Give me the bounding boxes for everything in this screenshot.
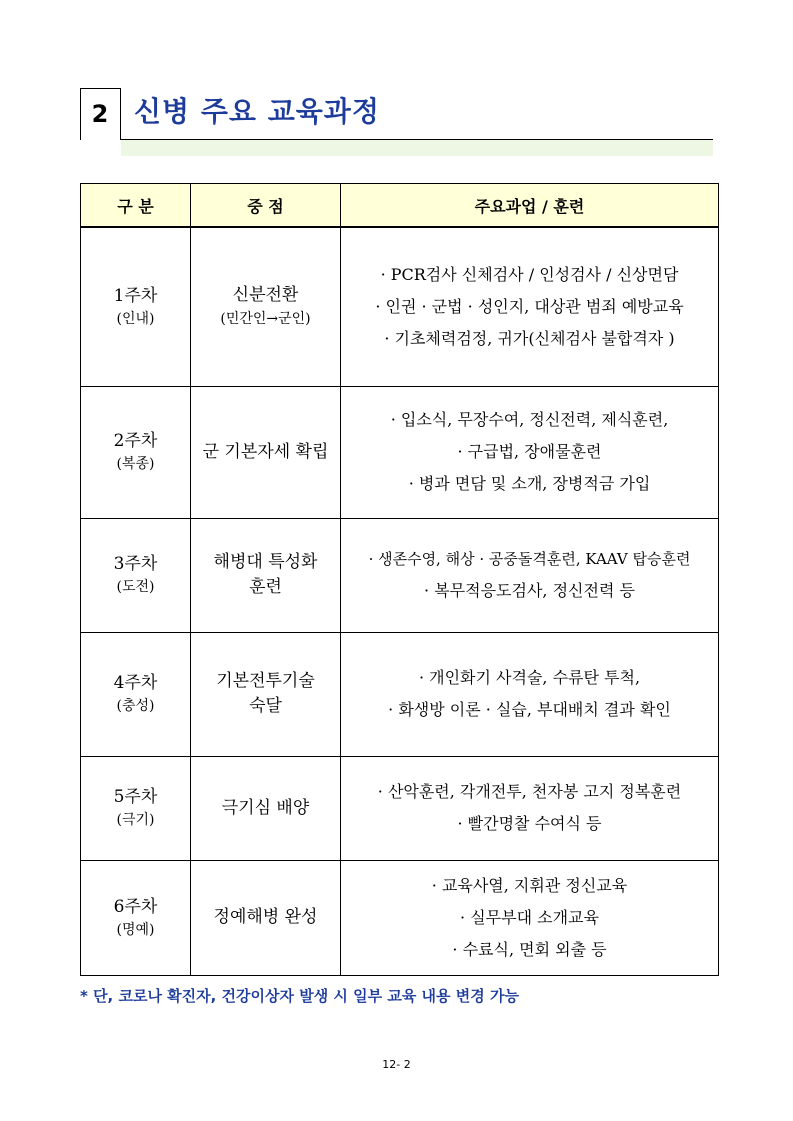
week-theme: (명예) (116, 921, 155, 938)
week-label: 1주차 (113, 285, 158, 306)
section-number: 2 (91, 100, 109, 128)
courses-cell (341, 518, 719, 632)
focus-label: 정예해병 완성 (213, 907, 318, 927)
table-header-row (81, 184, 719, 228)
table-row (81, 227, 719, 386)
course-item: · 입소식, 무장수여, 정신전력, 제식훈련, (390, 410, 669, 429)
courses-cell (341, 860, 719, 975)
courses-cell (341, 756, 719, 860)
focus-cell (191, 632, 341, 756)
course-item: · 개인화기 사격술, 수류탄 투척, (418, 668, 641, 687)
focus-label: 신분전환 (232, 285, 299, 306)
training-schedule-table (80, 183, 719, 976)
week-cell (81, 227, 191, 386)
focus-label: 기본전투기술 숙달 (216, 671, 315, 716)
course-item: · 생존수영, 해상 · 공중돌격훈련, KAAV 탑승훈련 (368, 550, 691, 568)
week-label: 6주차 (113, 896, 158, 917)
course-item: · 복무적응도검사, 정신전력 등 (424, 581, 635, 600)
table-row (81, 386, 719, 518)
section-number-border-top (80, 88, 120, 89)
course-item: · 빨간명찰 수여식 등 (457, 814, 602, 833)
week-theme: (도전) (116, 579, 155, 595)
week-theme: (복종) (116, 456, 155, 472)
focus-cell (191, 227, 341, 386)
course-item: · 병과 면담 및 소개, 장병적금 가입 (408, 474, 651, 493)
section-number-border-right (120, 88, 121, 140)
courses-cell (341, 386, 719, 518)
table-row (81, 860, 719, 975)
week-cell (81, 632, 191, 756)
course-item: · 수료식, 면회 외출 등 (452, 939, 607, 959)
week-label: 2주차 (113, 431, 158, 451)
week-theme: (충성) (116, 698, 155, 714)
focus-note: (민간인→군인) (220, 311, 311, 328)
week-theme: (인내) (116, 310, 155, 327)
footnote: * 단, 코로나 확진자, 건강이상자 발생 시 일부 교육 내용 변경 가능 (80, 987, 519, 1005)
course-item: · 구급법, 장애물훈련 (457, 442, 602, 461)
week-label: 5주차 (113, 787, 158, 807)
table-row (81, 632, 719, 756)
week-theme: (극기) (116, 812, 155, 828)
course-item: · 산악훈련, 각개전투, 천자봉 고지 정복훈련 (377, 782, 682, 801)
header-division: 구 분 (81, 184, 191, 228)
week-cell (81, 518, 191, 632)
course-item: · 교육사열, 지휘관 정신교육 (431, 875, 628, 895)
course-item: · 화생방 이론 · 실습, 부대배치 결과 확인 (388, 700, 671, 719)
header-focus: 중 점 (191, 184, 341, 228)
table-row (81, 756, 719, 860)
courses-cell (341, 227, 719, 386)
page-number: 12- 2 (382, 1058, 411, 1071)
focus-label: 극기심 배양 (221, 797, 310, 818)
week-cell (81, 860, 191, 975)
focus-cell (191, 860, 341, 975)
table-row (81, 518, 719, 632)
focus-cell (191, 756, 341, 860)
week-cell (81, 756, 191, 860)
focus-label: 군 기본자세 확립 (202, 441, 329, 462)
week-label: 3주차 (113, 554, 158, 574)
course-item: · 기초체력검정, 귀가(신체검사 불합격자 ) (384, 328, 675, 348)
focus-label: 해병대 특성화 훈련 (213, 552, 318, 597)
course-item: · 실무부대 소개교육 (460, 907, 599, 927)
header-tasks: 주요과업 / 훈련 (341, 184, 719, 228)
section-title: 신병 주요 교육과정 (134, 95, 380, 128)
week-cell (81, 386, 191, 518)
courses-cell (341, 632, 719, 756)
focus-cell (191, 518, 341, 632)
course-item: · 인권 · 군법 · 성인지, 대상관 범죄 예방교육 (375, 296, 684, 316)
week-label: 4주차 (113, 673, 158, 693)
section-title-highlight (121, 140, 713, 156)
course-item: · PCR검사 신체검사 / 인성검사 / 신상면담 (380, 264, 679, 284)
focus-cell (191, 386, 341, 518)
